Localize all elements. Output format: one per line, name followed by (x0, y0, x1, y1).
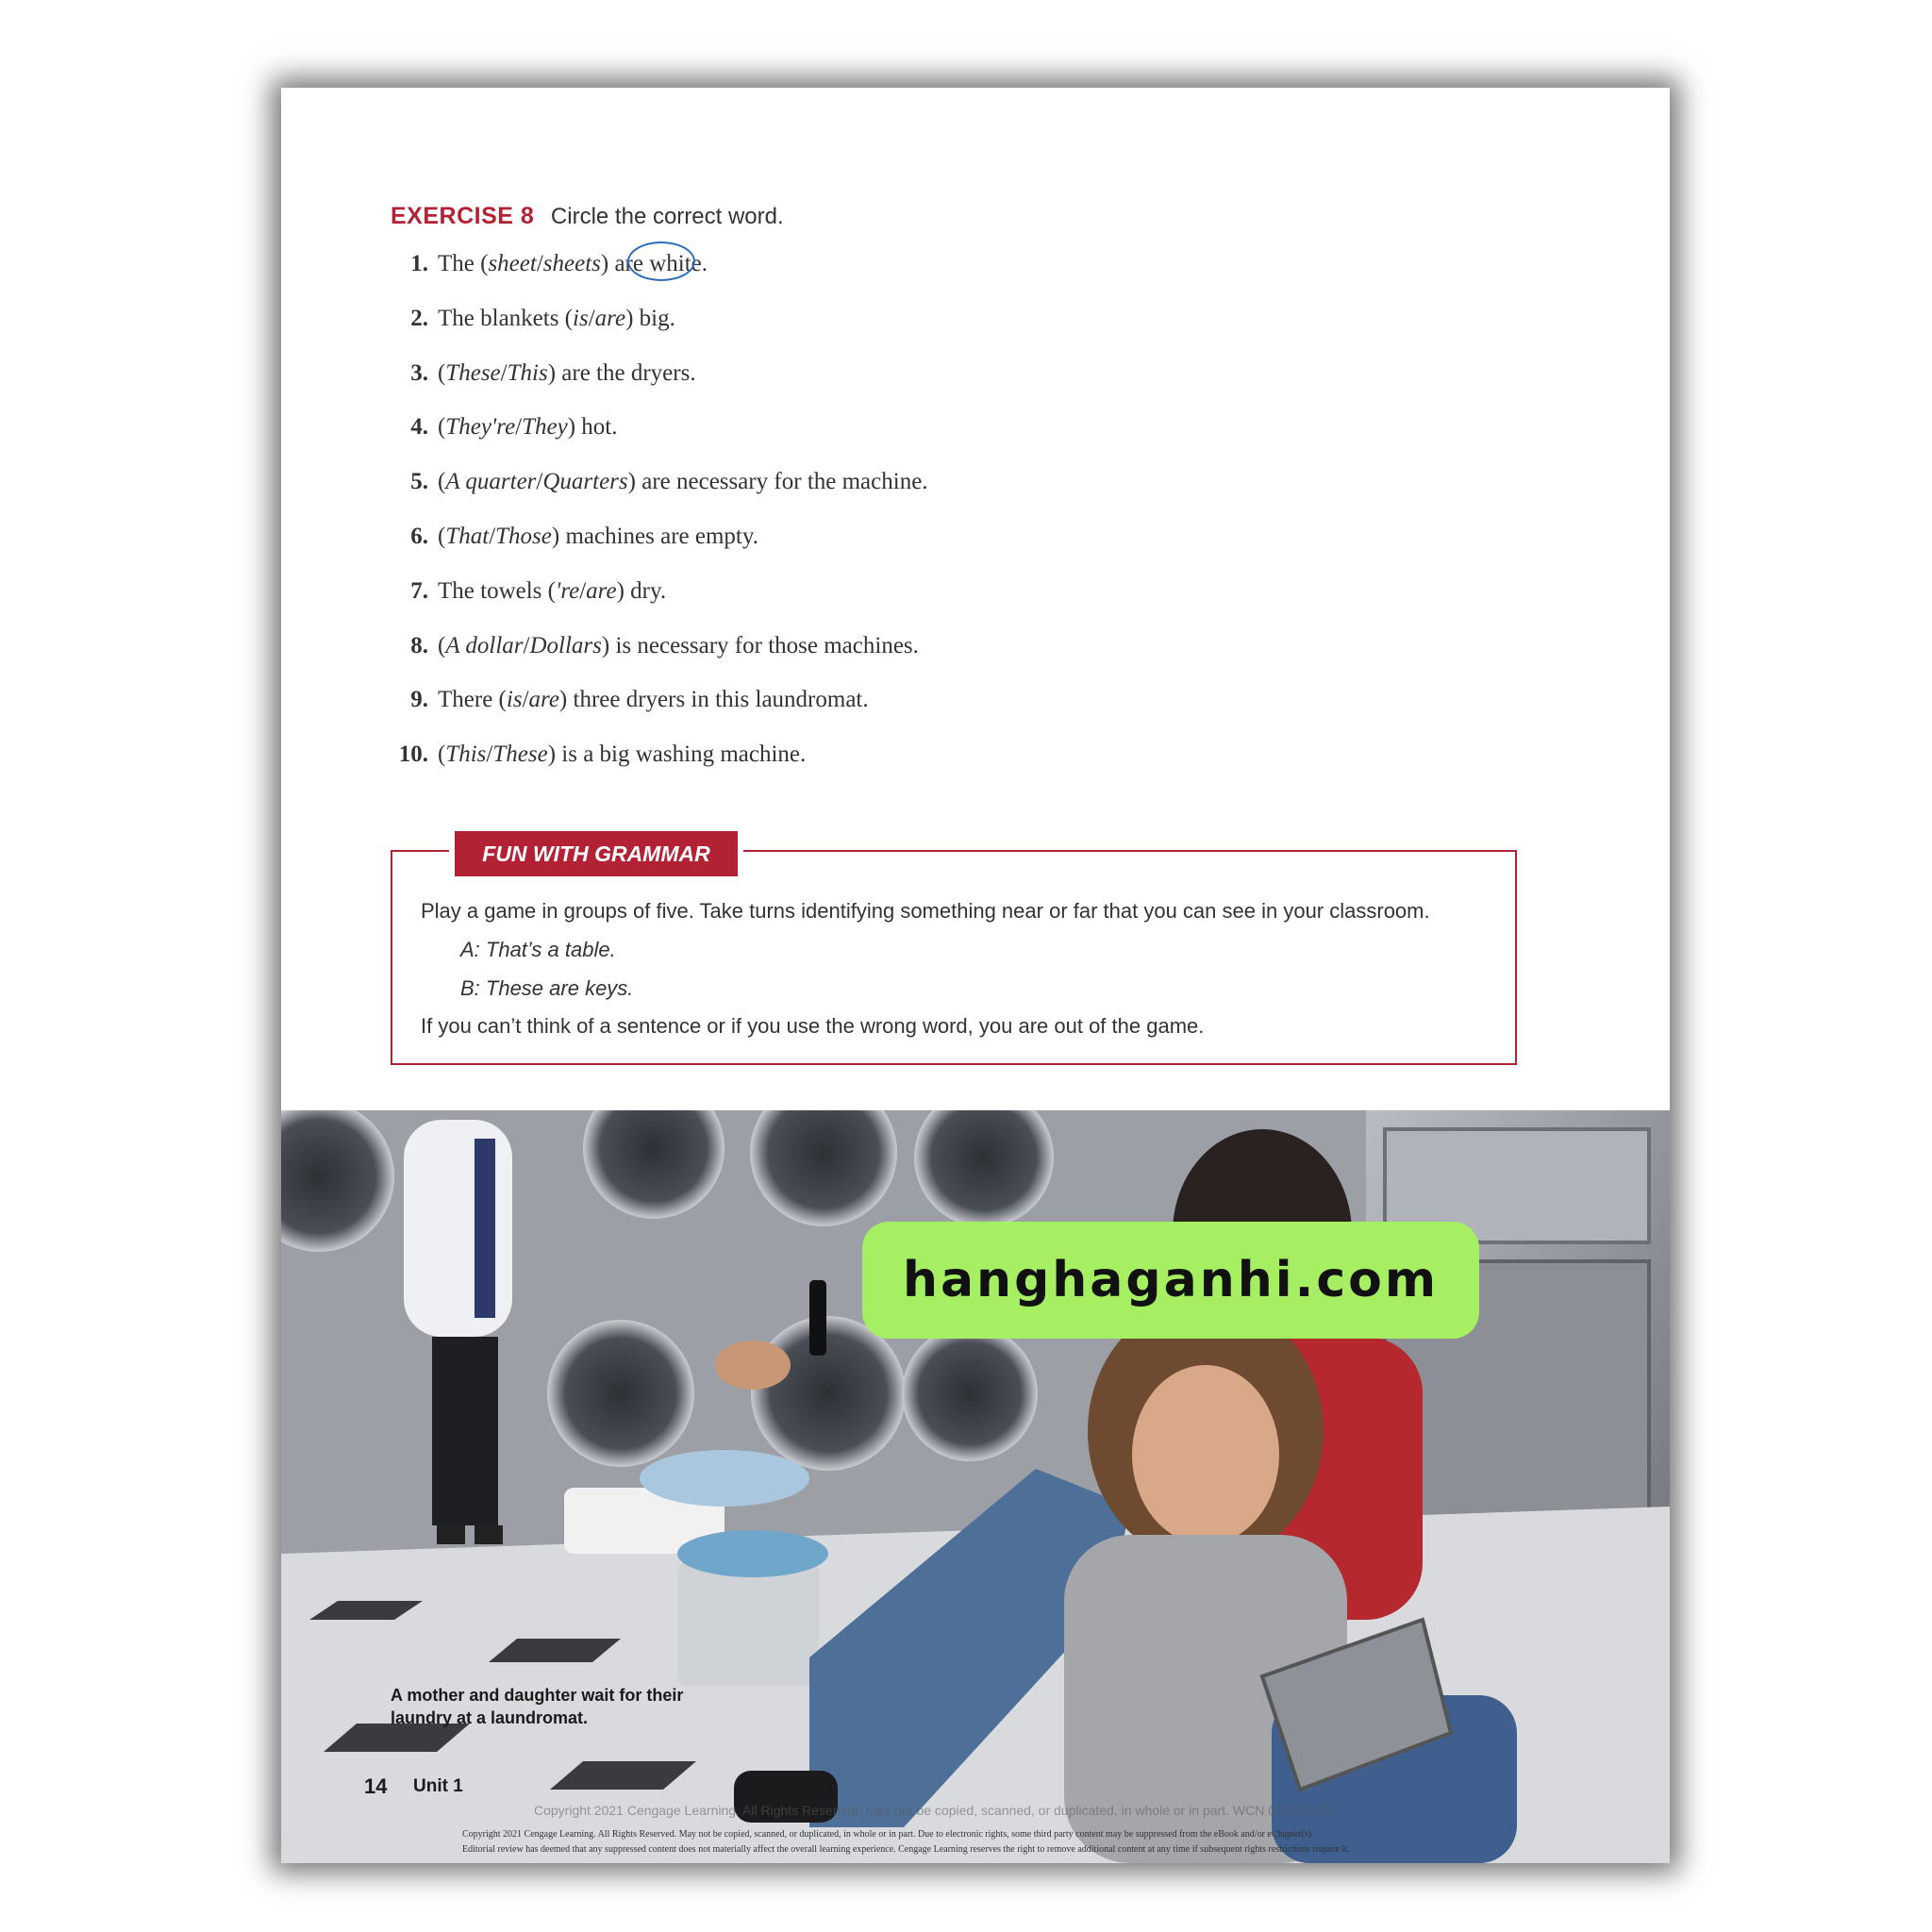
item-option-1[interactable]: This (445, 741, 487, 768)
fun-with-grammar-title: FUN WITH GRAMMAR (455, 831, 738, 876)
item-number: 7. (410, 577, 428, 604)
item-post: ) big. (625, 305, 675, 331)
item-option-2[interactable]: sheets (542, 251, 601, 276)
exercise-item-3 (391, 360, 928, 415)
item-option-1[interactable]: That (445, 523, 490, 549)
item-post: ) hot. (567, 414, 618, 441)
item-number: 3. (410, 359, 428, 386)
item-separator: / (515, 414, 523, 441)
fun-rule: If you can’t think of a sentence or if you use the wrong word, you are out of the game. (421, 1014, 1205, 1038)
item-option-2[interactable]: are (586, 577, 617, 604)
item-pre: There ( (438, 687, 507, 713)
item-number: 10. (398, 741, 428, 768)
item-pre: The towels ( (438, 577, 556, 604)
item-option-1[interactable]: These (445, 359, 501, 386)
item-option-1[interactable]: A dollar (445, 632, 524, 658)
item-separator: / (579, 577, 587, 604)
item-option-1[interactable]: sheet (488, 251, 537, 276)
item-number: 9. (410, 687, 428, 713)
exercise-label: EXERCISE 8 (391, 203, 535, 229)
fun-example-a: A: That’s a table. (460, 938, 616, 961)
item-pre: ( (438, 359, 446, 386)
copyright-line: Copyright 2021 Cengage Learning. All Rights Reserved. May not be copied, scanned, or duplicated, in whole or in part. Due to electronic rights, some third party content may be suppressed from the eBook and/or eChapter(s). (462, 1829, 1314, 1840)
fun-with-grammar-box (391, 841, 1517, 1065)
item-option-2[interactable]: Quarters (542, 469, 628, 495)
item-pre: The blankets ( (438, 305, 574, 331)
item-number: 6. (410, 523, 428, 549)
item-post: ) machines are empty. (551, 523, 758, 549)
item-separator: / (536, 251, 543, 276)
item-separator: / (536, 469, 543, 495)
exercise-item-1 (391, 251, 928, 306)
item-separator: / (489, 523, 496, 549)
item-post: ) is necessary for those machines. (601, 632, 919, 658)
item-separator: / (522, 687, 529, 713)
exercise-items (391, 251, 928, 796)
exercise-item-6 (391, 524, 928, 578)
item-post: ) are the dryers. (547, 359, 696, 386)
item-separator: / (500, 359, 508, 386)
item-option-2[interactable]: are (594, 305, 626, 331)
exercise-item-10 (391, 741, 928, 796)
item-option-1[interactable]: 're (555, 577, 580, 604)
fun-intro: Play a game in groups of five. Take turns identifying something near or far that you can see in your classroom. (421, 899, 1430, 923)
item-number: 5. (410, 469, 428, 495)
item-post: ) is a big washing machine. (547, 741, 807, 768)
exercise-item-9 (391, 687, 928, 741)
item-separator: / (523, 632, 530, 658)
photo-caption: A mother and daughter wait for their laundry at a laundromat. (391, 1686, 684, 1727)
item-option-2[interactable]: This (507, 359, 548, 386)
item-pre: The ( (438, 251, 489, 276)
item-number: 2. (410, 305, 428, 331)
item-separator: / (588, 305, 595, 331)
exercise-item-4 (391, 414, 928, 469)
page-number: 14 (364, 1774, 388, 1798)
item-option-1[interactable]: is (506, 687, 523, 713)
item-option-1[interactable]: is (573, 305, 589, 331)
copyright-line-2: Editorial review has deemed that any suppressed content does not materially affect the overall learning experience. Cengage Learning reserves the right to remove additional content at any time if subsequent rights restrictions require it. (462, 1844, 1350, 1855)
item-pre: ( (438, 632, 446, 658)
copyright-overlay: Copyright 2021 Cengage Learning. All Rights Reserved. May not be copied, scanned, or duplicated, in whole or in part. WCN 02-200-203 (534, 1803, 1336, 1818)
exercise-item-7 (391, 578, 928, 633)
item-option-2[interactable]: Those (495, 523, 552, 549)
item-post: ) dry. (616, 577, 667, 604)
exercise-header (391, 203, 784, 230)
exercise-item-8 (391, 633, 928, 688)
item-number: 1. (410, 251, 428, 276)
item-post: ) three dryers in this laundromat. (558, 687, 869, 713)
item-separator: / (486, 741, 493, 768)
item-option-1[interactable]: They're (445, 414, 516, 441)
item-pre: ( (438, 414, 446, 441)
item-post: ) are necessary for the machine. (627, 469, 928, 495)
item-option-1[interactable]: A quarter (445, 469, 537, 495)
item-number: 4. (410, 414, 428, 441)
exercise-item-5 (391, 469, 928, 524)
exercise-instruction: Circle the correct word. (550, 204, 784, 229)
item-pre: ( (438, 469, 446, 495)
washer-door-row-2 (547, 1316, 1038, 1471)
item-option-2[interactable]: These (492, 741, 548, 768)
answer-circle (627, 242, 695, 281)
unit-label: Unit 1 (413, 1776, 463, 1796)
item-option-2[interactable]: Dollars (529, 632, 602, 658)
item-post: ) are white. (600, 251, 708, 276)
item-pre: ( (438, 523, 446, 549)
item-option-2[interactable]: are (528, 687, 559, 713)
item-number: 8. (410, 632, 428, 658)
exercise-item-2 (391, 306, 928, 360)
item-option-2[interactable]: They (522, 414, 568, 441)
fun-example-b: B: These are keys. (460, 976, 634, 1000)
textbook-page (281, 88, 1670, 1863)
item-pre: ( (438, 741, 446, 768)
watermark-badge: hanghaganhi.com (862, 1222, 1479, 1339)
